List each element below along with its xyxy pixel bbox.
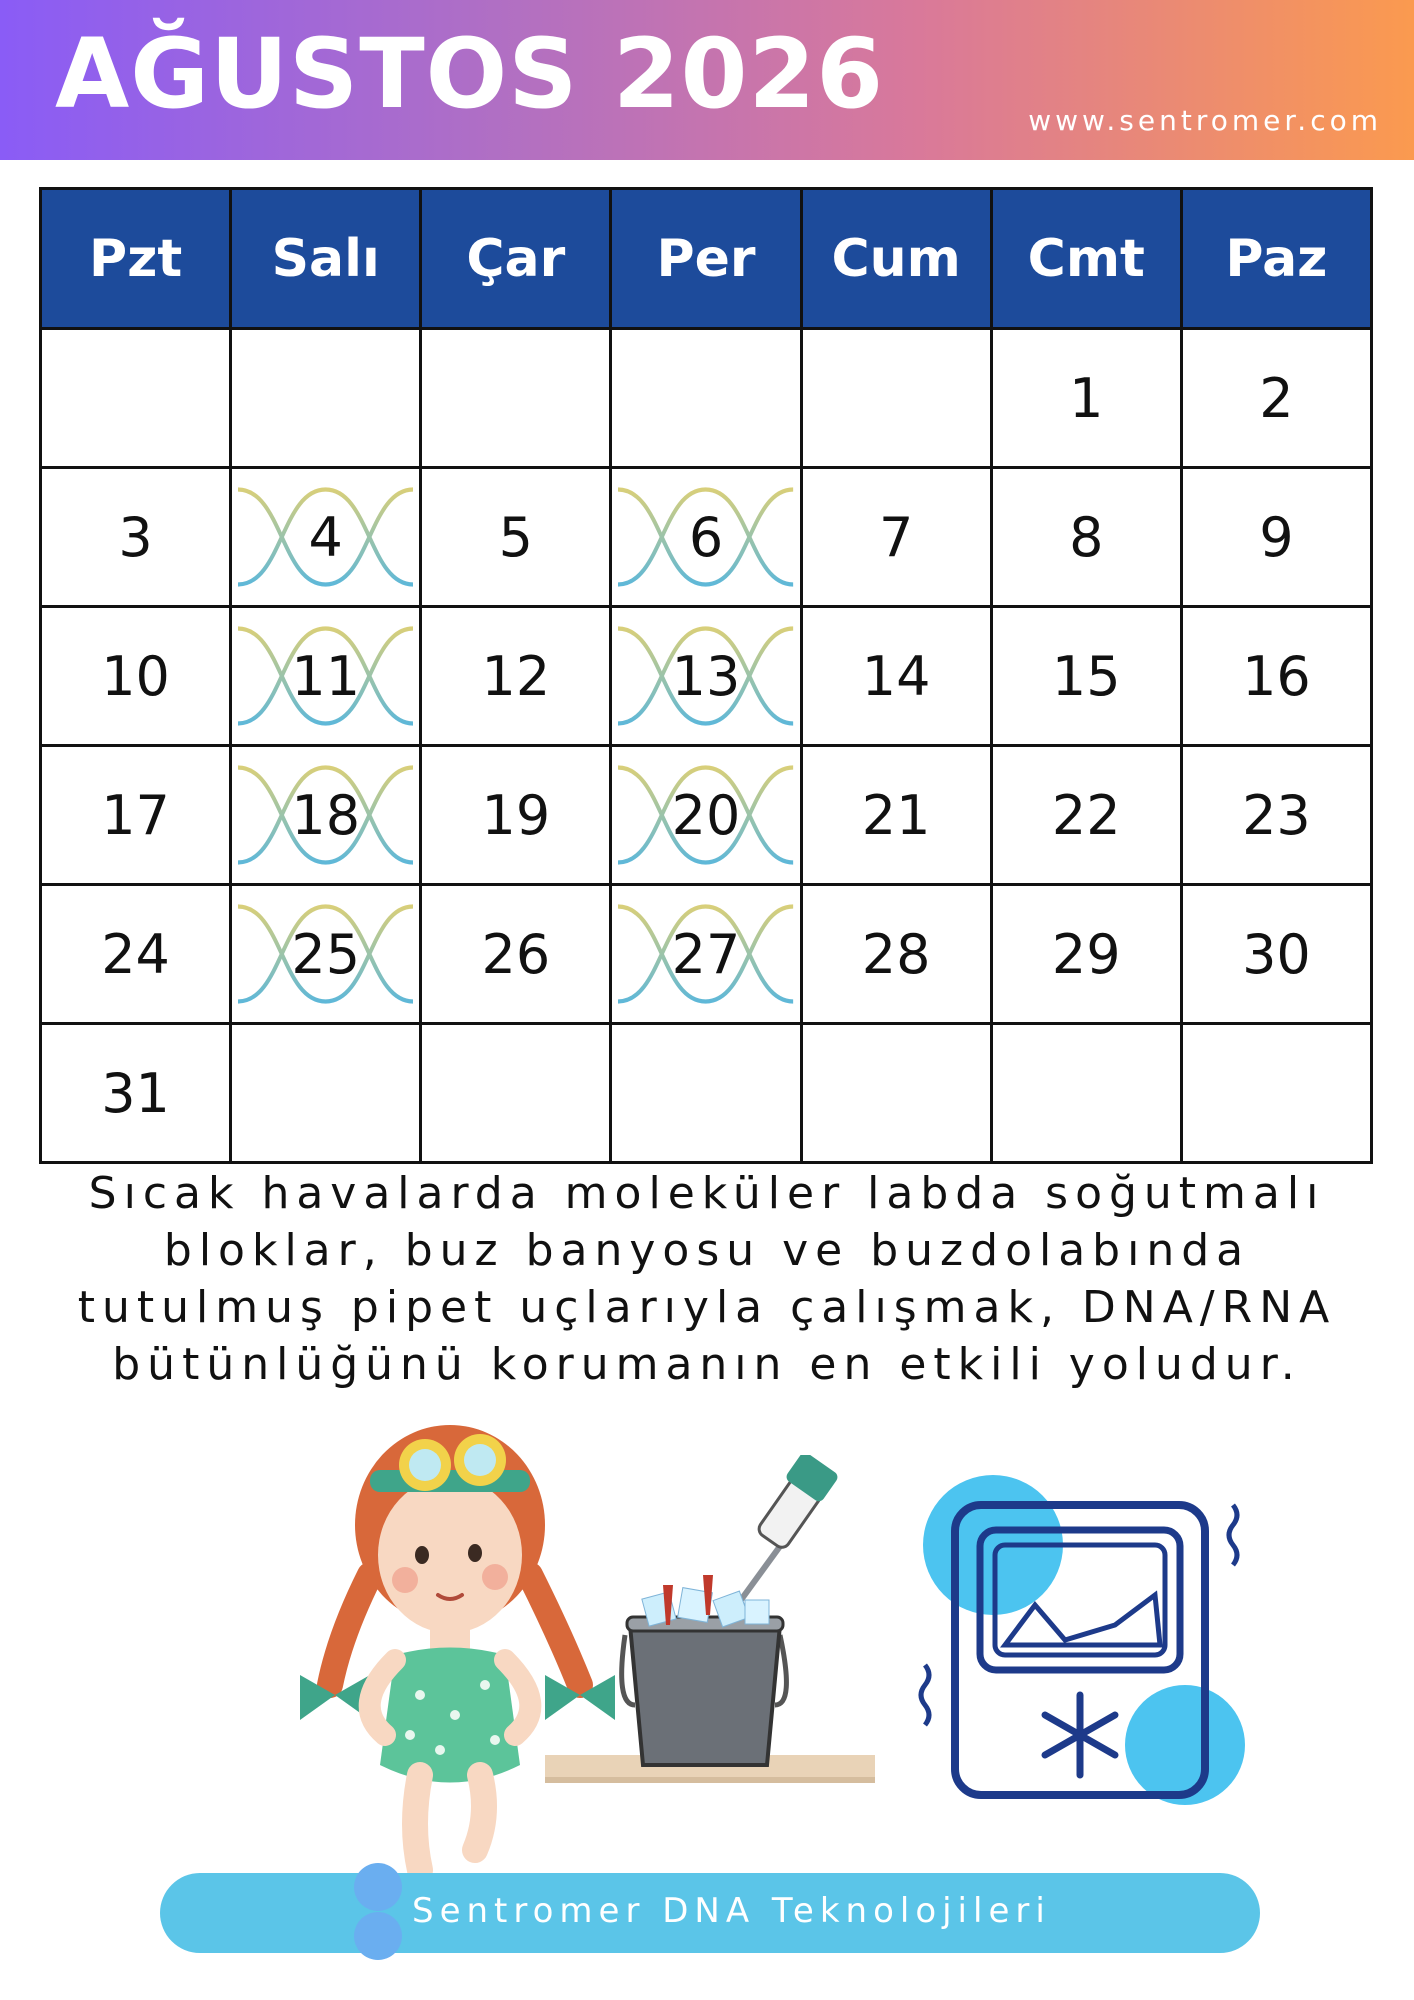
calendar-day-cell (231, 468, 421, 607)
day-number: 20 (671, 783, 741, 847)
day-number: 7 (878, 505, 914, 569)
calendar-day-cell (421, 746, 611, 885)
day-number: 5 (498, 505, 534, 569)
calendar-empty-cell (1181, 1024, 1371, 1163)
calendar-empty-cell (801, 329, 991, 468)
decorative-dot (354, 1912, 402, 1960)
day-number: 21 (861, 783, 931, 847)
calendar-day-cell (41, 746, 231, 885)
day-number: 31 (101, 1061, 170, 1125)
calendar-empty-cell (231, 329, 421, 468)
day-number: 15 (1051, 644, 1121, 708)
day-number: 27 (671, 922, 741, 986)
calendar-empty-cell (991, 1024, 1181, 1163)
calendar-empty-cell (801, 1024, 991, 1163)
calendar-week-row (41, 468, 1372, 607)
day-number: 23 (1242, 783, 1311, 847)
calendar-empty-cell (421, 1024, 611, 1163)
calendar-day-cell (991, 329, 1181, 468)
day-number: 12 (481, 644, 551, 708)
calendar-day-cell (231, 607, 421, 746)
calendar-grid (39, 187, 1373, 1164)
day-number: 22 (1051, 783, 1121, 847)
calendar-day-cell (611, 468, 801, 607)
day-number: 19 (481, 783, 551, 847)
message-line: Sıcak havalarda moleküler labda soğutmalı (88, 1168, 1326, 1219)
day-number: 8 (1069, 505, 1104, 569)
calendar-week-row (41, 329, 1372, 468)
calendar-day-cell (611, 607, 801, 746)
weekday-header: Cmt (991, 189, 1181, 329)
message-line: bloklar, buz banyosu ve buzdolabında (163, 1225, 1251, 1276)
calendar-week-row (41, 1024, 1372, 1163)
calendar-day-cell (231, 746, 421, 885)
footer-brand-text: Sentromer DNA Teknolojileri (412, 1891, 1051, 1931)
day-number: 4 (308, 505, 343, 569)
calendar-day-cell (991, 607, 1181, 746)
calendar-empty-cell (231, 1024, 421, 1163)
weekday-header: Salı (231, 189, 421, 329)
message-line: tutulmuş pipet uçlarıyla çalışmak, DNA/RNA (77, 1282, 1337, 1333)
calendar-week-row (41, 607, 1372, 746)
calendar-day-cell (41, 885, 231, 1024)
website-url: www.sentromer.com (1028, 104, 1382, 137)
calendar-day-cell (1181, 607, 1371, 746)
day-number: 30 (1242, 922, 1311, 986)
calendar-day-cell (611, 885, 801, 1024)
header-banner (0, 0, 1414, 160)
day-number: 24 (101, 922, 170, 986)
calendar-day-cell (41, 607, 231, 746)
day-number: 16 (1242, 644, 1311, 708)
calendar-empty-cell (611, 1024, 801, 1163)
message-line: bütünlüğünü korumanın en etkili yoludur. (112, 1339, 1302, 1390)
day-number: 9 (1259, 505, 1294, 569)
day-number: 26 (481, 922, 551, 986)
calendar-day-cell (991, 885, 1181, 1024)
calendar-day-cell (991, 746, 1181, 885)
day-number: 29 (1051, 922, 1121, 986)
calendar-day-cell (421, 607, 611, 746)
calendar-day-cell (421, 885, 611, 1024)
day-number: 11 (291, 644, 361, 708)
calendar-week-row (41, 746, 1372, 885)
weekday-header: Cum (801, 189, 991, 329)
calendar-week-row (41, 885, 1372, 1024)
calendar-empty-cell (421, 329, 611, 468)
day-number: 14 (861, 644, 931, 708)
day-number: 17 (101, 783, 170, 847)
calendar-day-cell (991, 468, 1181, 607)
weekday-header: Pzt (41, 189, 231, 329)
calendar-day-cell (611, 746, 801, 885)
day-number: 25 (291, 922, 361, 986)
calendar-day-cell (801, 607, 991, 746)
freezer-snowflake-icon (915, 1475, 1245, 1815)
calendar-day-cell (41, 468, 231, 607)
day-number: 3 (118, 505, 153, 569)
day-number: 1 (1069, 366, 1104, 430)
calendar-day-cell (801, 468, 991, 607)
day-number: 2 (1259, 366, 1294, 430)
day-number: 18 (291, 783, 361, 847)
day-number: 6 (688, 505, 724, 569)
page-title: AĞUSTOS 2026 (55, 18, 885, 130)
day-number: 13 (671, 644, 741, 708)
weekday-header: Çar (421, 189, 611, 329)
decorative-dot (354, 1863, 402, 1911)
calendar-day-cell (801, 746, 991, 885)
weekday-header-row (41, 189, 1372, 329)
day-number: 28 (861, 922, 931, 986)
calendar-day-cell (41, 1024, 231, 1163)
calendar-day-cell (1181, 746, 1371, 885)
calendar-day-cell (1181, 468, 1371, 607)
lab-tip-message (40, 1165, 1374, 1393)
calendar-empty-cell (41, 329, 231, 468)
weekday-header: Paz (1181, 189, 1371, 329)
calendar-empty-cell (611, 329, 801, 468)
calendar-day-cell (231, 885, 421, 1024)
calendar-day-cell (421, 468, 611, 607)
footer-brand-bar (160, 1873, 1260, 1953)
calendar-day-cell (1181, 329, 1371, 468)
ice-bucket-pipette-icon (545, 1455, 885, 1800)
weekday-header: Per (611, 189, 801, 329)
calendar-day-cell (801, 885, 991, 1024)
day-number: 10 (101, 644, 170, 708)
calendar-day-cell (1181, 885, 1371, 1024)
